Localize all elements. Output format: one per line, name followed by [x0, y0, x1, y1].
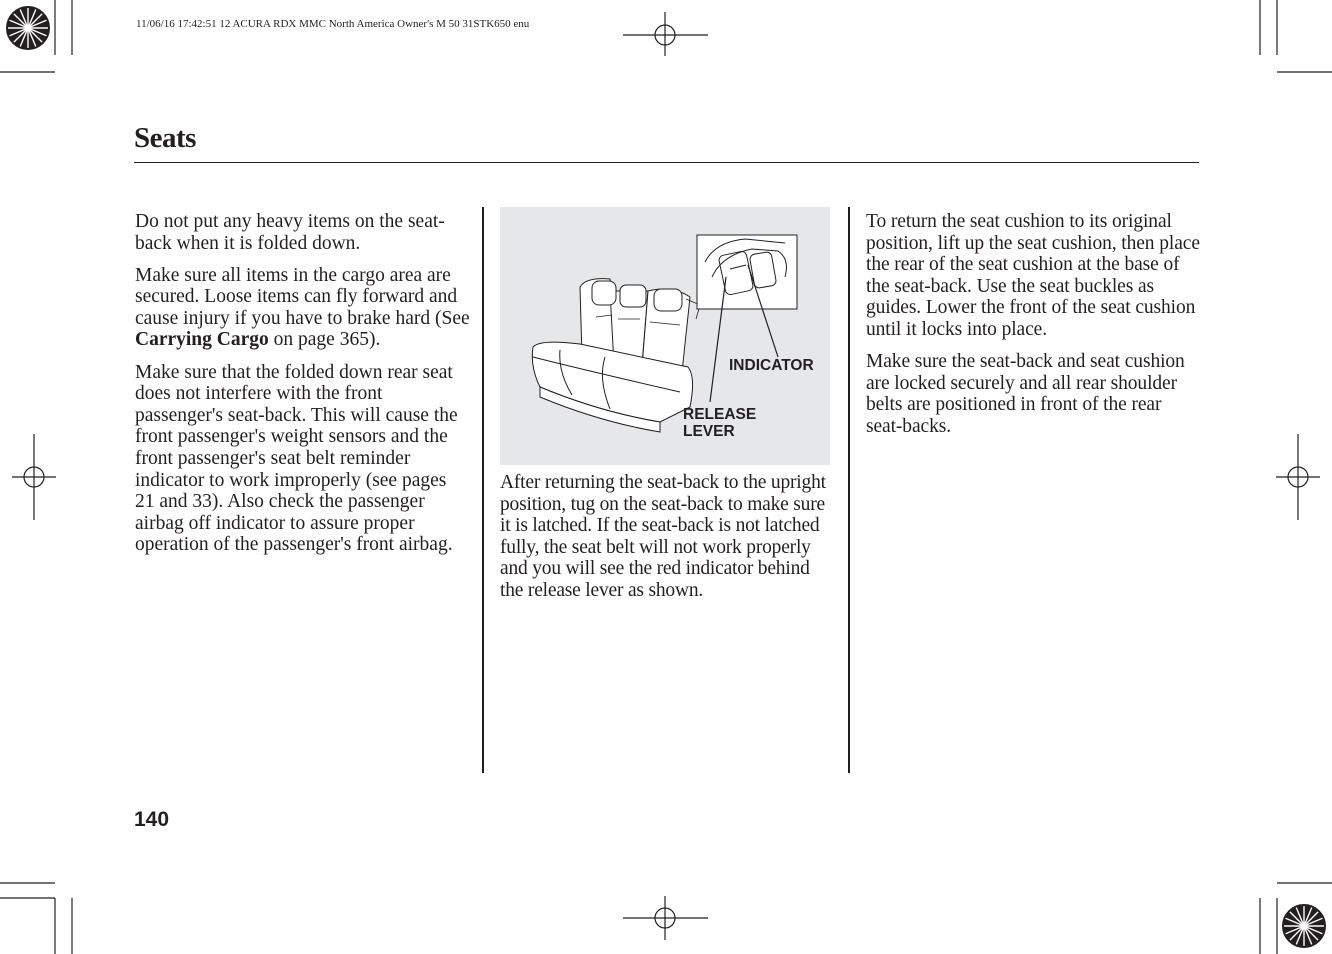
seat-illustration	[500, 207, 830, 465]
inset-detail-frame	[697, 235, 797, 309]
cross-reference-link[interactable]: Carrying Cargo	[135, 329, 269, 351]
page-number: 140	[134, 808, 170, 831]
registration-mark-left	[12, 434, 56, 520]
release-lever-label	[683, 406, 756, 440]
registration-mark-top	[623, 12, 708, 56]
title-rule	[134, 162, 1199, 163]
label-line: RELEASE	[683, 406, 757, 423]
headrest-middle	[620, 285, 646, 307]
starburst-mark-top-left	[7, 7, 49, 49]
rear-seat-drawing	[500, 207, 830, 465]
paragraph: Make sure that the folded down rear seat does not interfere with the front passenger's seat-back. This will cause the front passenger's weight sensors and the front passenger's seat belt reminder indicator to work improperly (see pages 21 and 33). Also check the passenger airbag off indicator to assure proper operation of the passenger's front airbag.	[135, 361, 458, 556]
indicator-label: INDICATOR	[729, 357, 814, 374]
registration-mark-right	[1276, 434, 1320, 520]
column-divider	[482, 207, 484, 773]
paragraph-text: on page 365).	[268, 329, 381, 351]
print-header: 11/06/16 17:42:51 12 ACURA RDX MMC North America Owner's M 50 31STK650 enu	[136, 18, 530, 30]
page-title: Seats	[134, 122, 196, 154]
paragraph: To return the seat cushion to its original position, lift up the seat cushion, then place the rear of the seat cushion at the base of the seat-back. Use the seat buckles as guides. Lower the front of the seat cushion until it locks into place.	[866, 211, 1200, 340]
paragraph: Do not put any heavy items on the seat-back when it is folded down.	[135, 211, 445, 254]
headrest-right	[654, 289, 682, 311]
column-left	[135, 211, 470, 566]
paragraph: Make sure the seat-back and seat cushion are locked securely and all rear shoulder belts are positioned in front of the rear seat-backs.	[866, 351, 1185, 437]
paragraph	[135, 265, 470, 351]
column-divider	[848, 207, 850, 773]
paragraph-text: Make sure all items in the cargo area are secured. Loose items can fly forward and cause injury if you have to brake hard (See	[135, 264, 470, 329]
column-middle	[500, 472, 835, 612]
label-line: LEVER	[683, 423, 735, 440]
paragraph: After returning the seat-back to the upright position, tug on the seat-back to make sure it is latched. If the seat-back is not latched fully, the seat belt will not work properly and you will see the red indicator behind the release lever as shown.	[500, 472, 826, 601]
column-right	[866, 211, 1201, 448]
starburst-mark-bottom-right	[1283, 905, 1325, 947]
registration-mark-bottom	[623, 896, 708, 940]
headrest-left	[592, 281, 616, 305]
